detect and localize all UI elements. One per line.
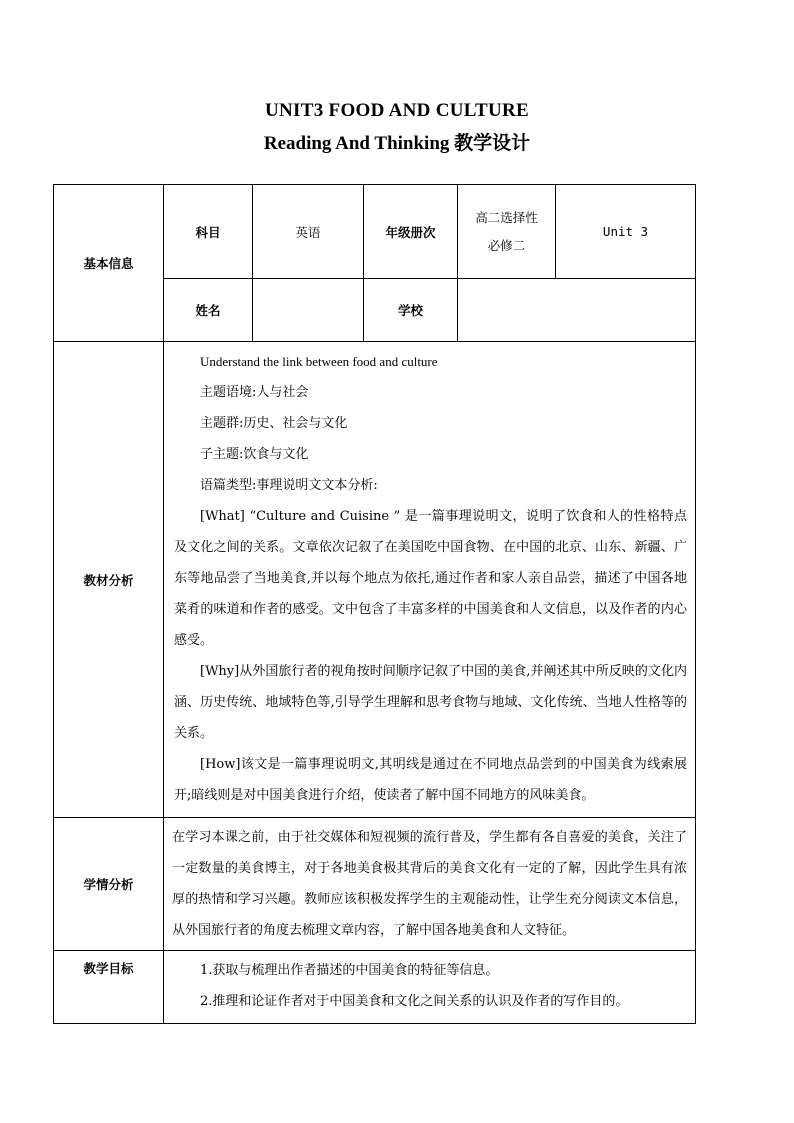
school-label: 学校 [364, 279, 458, 342]
name-label: 姓名 [164, 279, 253, 342]
goal-item: 2.推理和论证作者对于中国美食和文化之间关系的认识及作者的写作目的。 [200, 994, 629, 1009]
unit-value: Unit 3 [556, 185, 696, 279]
material-analysis-row [54, 342, 696, 818]
goal-item: 1.获取与梳理出作者描述的中国美食的特征等信息。 [200, 963, 499, 978]
material-paragraph: Understand the link between food and culture [200, 354, 438, 369]
name-value[interactable] [253, 279, 364, 342]
grade-label: 年级册次 [364, 185, 458, 279]
learner-analysis-content [164, 818, 696, 951]
grade-value [458, 185, 556, 279]
basic-info-row-1 [54, 185, 696, 279]
grade-value-line2: 必修二 [487, 237, 526, 253]
subject-value: 英语 [253, 185, 364, 279]
teaching-goals-label: 教学目标 [54, 951, 164, 1024]
basic-info-label: 基本信息 [54, 185, 164, 342]
material-paragraph: [What] “Culture and Cuisine ” 是一篇事理说明文，说明了饮食和人的性格特点及文化之间的关系。文章依次记叙了在美国吃中国食物、在中国的北京、山东、新疆、广东等地品尝了当地美食,并以每个地点为依托,通过作者和家人亲自品尝，描述了中国各地菜肴的味道和作者的感受。文中包含了丰富多样的中国美食和人文信息，以及作者的内心感受。 [174, 509, 687, 648]
subject-label: 科目 [164, 185, 253, 279]
teaching-goals-content [164, 951, 696, 1024]
document-title: UNIT3 FOOD AND CULTURE [264, 100, 530, 121]
learner-analysis-text: 在学习本课之前，由于社交媒体和短视频的流行普及，学生都有各自喜爱的美食，关注了一定数量的美食博主，对于各地美食极其背后的美食文化有一定的了解，因此学生具有浓厚的热情和学习兴趣。教师应该积极发挥学生的主观能动性，让学生充分阅读文本信息，从外国旅行者的角度去梳理文章内容，了解中国各地美食和人文特征。 [172, 830, 687, 938]
school-value[interactable] [458, 279, 696, 342]
material-paragraph: 主题群:历史、社会与文化 [200, 416, 348, 431]
teaching-goals-row [54, 951, 696, 1024]
document-subtitle: Reading And Thinking 教学设计 [263, 133, 531, 154]
lesson-plan-table [53, 184, 696, 1024]
material-paragraph: 子主题:饮食与文化 [200, 447, 309, 462]
learner-analysis-row [54, 818, 696, 951]
material-paragraph: 主题语境:人与社会 [200, 385, 309, 400]
material-analysis-label: 教材分析 [54, 342, 164, 818]
learner-analysis-label: 学情分析 [54, 818, 164, 951]
material-paragraph: 语篇类型:事理说明文文本分析: [200, 478, 378, 493]
grade-value-line1: 高二选择性 [475, 209, 538, 225]
material-analysis-content [164, 342, 696, 818]
material-paragraph: [Why]从外国旅行者的视角按时间顺序记叙了中国的美食,并阐述其中所反映的文化内涵、历史传统、地域特色等,引导学生理解和思考食物与地域、文化传统、当地人性格等的关系。 [174, 664, 687, 741]
material-paragraph: [How]该文是一篇事理说明文,其明线是通过在不同地点品尝到的中国美食为线索展开;暗线则是对中国美食进行介绍，使读者了解中国不同地方的风味美食。 [174, 757, 687, 803]
